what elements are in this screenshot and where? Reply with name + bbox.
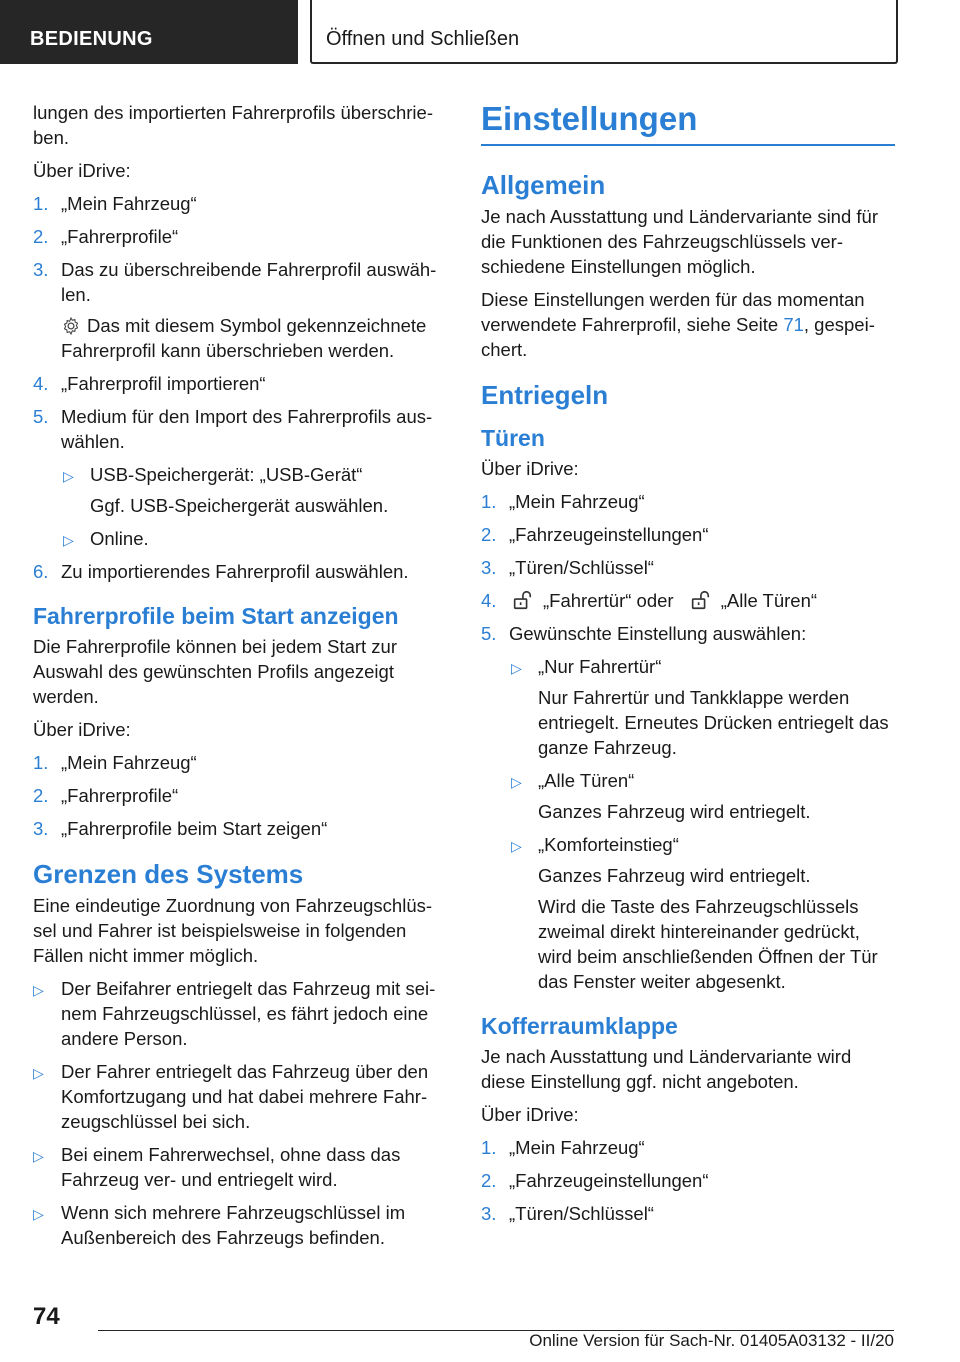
- triangle-bullet-icon: ▷: [511, 774, 522, 790]
- step-text: „Türen/Schlüssel“: [509, 557, 654, 578]
- list-item: [481, 1135, 895, 1160]
- heading-einstellungen: Einstellungen: [481, 100, 895, 146]
- sub-item-note: Wird die Taste des Fahrzeugschlüssels zweimal direkt hintereinander gedrückt, wird beim anschließenden Öffnen der Tür das Fenster weiter abgesenkt.: [538, 896, 878, 992]
- sub-item-note: Ganzes Fahrzeug wird entriegelt.: [538, 865, 811, 886]
- heading-start-anzeigen: Fahrerprofile beim Start anzeigen: [33, 603, 399, 629]
- heading-kofferraumklappe: Kofferraumklappe: [481, 1013, 678, 1039]
- list-item: [481, 621, 895, 646]
- list-item: [481, 588, 895, 613]
- list-item: [481, 1168, 895, 1193]
- list-item: [33, 371, 446, 396]
- list-item: [33, 191, 446, 216]
- bullet-item: [33, 1142, 446, 1192]
- page-link[interactable]: 71: [783, 314, 804, 335]
- sub-item-note: Ganzes Fahrzeug wird entriegelt.: [538, 801, 811, 822]
- step-text: „Mein Fahrzeug“: [61, 752, 197, 773]
- step-number: 2.: [481, 524, 497, 545]
- step-number: 2.: [33, 785, 49, 806]
- step-text: „Fahrerprofil importieren“: [61, 373, 266, 394]
- section-tab: [0, 0, 298, 64]
- text-run: Diese Einstellungen werden für das momentan verwendete Fahrerprofil, siehe Seite: [481, 289, 865, 335]
- list-item: [481, 489, 895, 514]
- step-text: „Mein Fahrzeug“: [509, 491, 645, 512]
- allgemein-text: Je nach Ausstattung und Ländervariante sind für die Funktionen des Fahrzeugschlüssels verschiedene Einstellungen möglich.: [481, 206, 878, 277]
- bullet-item: [33, 976, 446, 1051]
- step-text: „Türen/Schlüssel“: [509, 1203, 654, 1224]
- intro-text: lungen des importierten Fahrerprofils überschrieben.: [33, 102, 434, 148]
- step-text: „Mein Fahrzeug“: [61, 193, 197, 214]
- triangle-bullet-icon: ▷: [33, 1148, 44, 1164]
- list-item: [33, 559, 446, 584]
- text-run: , gespeichert.: [481, 314, 875, 360]
- sub-item-text: „Alle Türen“: [538, 770, 635, 791]
- bullet-item: [33, 1059, 446, 1134]
- list-item: [33, 257, 446, 307]
- sub-item-text: USB-Speichergerät: „USB-Gerät“: [90, 464, 363, 485]
- list-item: [33, 816, 446, 841]
- triangle-bullet-icon: ▷: [511, 660, 522, 676]
- chapter-title: Öffnen und Schließen: [326, 28, 520, 50]
- triangle-bullet-icon: ▷: [63, 532, 74, 548]
- sub-item-note: Ggf. USB-Speichergerät auswählen.: [90, 495, 389, 516]
- step-number: 5.: [481, 623, 497, 644]
- step-text: „Fahrerprofile“: [61, 785, 179, 806]
- step-text: „Fahrerprofile“: [61, 226, 179, 247]
- step-number: 3.: [481, 1203, 497, 1224]
- ueber-idrive-label: Über iDrive:: [33, 719, 131, 740]
- step-text: Das zu überschreibende Fahrerprofil auswählen.: [61, 259, 437, 305]
- gear-note-text: Das mit diesem Symbol gekennzeichnete Fahrerprofil kann überschrieben werden.: [61, 315, 427, 361]
- step-number: 1.: [33, 193, 49, 214]
- step-text: „Fahrzeugeinstellungen“: [509, 1170, 709, 1191]
- heading-grenzen: Grenzen des Systems: [33, 859, 304, 889]
- bullet-text: Der Beifahrer entriegelt das Fahrzeug mit seinem Fahrzeugschlüssel, es fährt jedoch eine andere Person.: [61, 978, 436, 1049]
- heading-tueren: Türen: [481, 425, 545, 451]
- step-number: 1.: [481, 1137, 497, 1158]
- heading-allgemein: Allgemein: [481, 170, 606, 200]
- list-item: [481, 1201, 895, 1226]
- step-number: 3.: [33, 259, 49, 280]
- unlock-icon: [511, 589, 533, 611]
- triangle-bullet-icon: ▷: [33, 1206, 44, 1222]
- list-item: [33, 783, 446, 808]
- gear-icon: [61, 316, 81, 336]
- step-number: 2.: [481, 1170, 497, 1191]
- start-text: Die Fahrerprofile können bei jedem Start zur Auswahl des gewünschten Profils angezeigt werden.: [33, 636, 398, 707]
- step-number: 4.: [481, 590, 497, 611]
- triangle-bullet-icon: ▷: [33, 1065, 44, 1081]
- sub-item-text: „Nur Fahrertür“: [538, 656, 662, 677]
- page-number: 74: [33, 1303, 60, 1330]
- allgemein-text-2: [481, 287, 895, 362]
- unlock-icon: [689, 589, 711, 611]
- sub-item-text: „Komforteinstieg“: [538, 834, 679, 855]
- step-text: Zu importierendes Fahrerprofil auswählen.: [61, 561, 409, 582]
- right-column: [481, 100, 895, 1234]
- triangle-bullet-icon: ▷: [63, 468, 74, 484]
- triangle-bullet-icon: ▷: [511, 838, 522, 854]
- sub-list-item: [481, 654, 895, 679]
- chapter-tab: [310, 0, 898, 64]
- left-column: [33, 100, 446, 1258]
- ueber-idrive-label: Über iDrive:: [481, 458, 579, 479]
- list-item: [481, 555, 895, 580]
- sub-item-note: Nur Fahrertür und Tankklappe werden entriegelt. Erneutes Drücken entriegelt das ganze Fahrzeug.: [538, 687, 889, 758]
- bullet-item: [33, 1200, 446, 1250]
- sub-list-item: [33, 526, 446, 551]
- step-text: „Alle Türen“: [720, 590, 818, 611]
- triangle-bullet-icon: ▷: [33, 982, 44, 998]
- step-text: „Mein Fahrzeug“: [509, 1137, 645, 1158]
- list-item: [33, 224, 446, 249]
- step-number: 3.: [481, 557, 497, 578]
- bullet-text: Bei einem Fahrerwechsel, ohne dass das Fahrzeug ver- und entriegelt wird.: [61, 1144, 401, 1190]
- step-text: „Fahrerprofile beim Start zeigen“: [61, 818, 328, 839]
- step-text: „Fahrzeugeinstellungen“: [509, 524, 709, 545]
- sub-list-item: [481, 768, 895, 793]
- step-number: 1.: [33, 752, 49, 773]
- step-text: „Fahrertür“ oder: [543, 590, 674, 611]
- step-number: 4.: [33, 373, 49, 394]
- list-item: [33, 404, 446, 454]
- ueber-idrive-label: Über iDrive:: [33, 160, 131, 181]
- footer-text: Online Version für Sach-Nr. 01405A03132 - II/20: [529, 1331, 894, 1350]
- sub-list-item: [481, 832, 895, 857]
- heading-entriegeln: Entriegeln: [481, 380, 609, 410]
- step-number: 1.: [481, 491, 497, 512]
- sub-item-text: Online.: [90, 528, 149, 549]
- list-item: [481, 522, 895, 547]
- bullet-text: Wenn sich mehrere Fahrzeugschlüssel im Außenbereich des Fahrzeugs befinden.: [61, 1202, 406, 1248]
- grenzen-text: Eine eindeutige Zuordnung von Fahrzeugschlüssel und Fahrer ist beispielsweise in folgenden Fällen nicht immer möglich.: [33, 895, 433, 966]
- sub-list-item: [33, 462, 446, 487]
- list-item: [33, 750, 446, 775]
- step-number: 2.: [33, 226, 49, 247]
- section-title: BEDIENUNG: [30, 28, 153, 50]
- kofferraum-text: Je nach Ausstattung und Ländervariante wird diese Einstellung ggf. nicht angeboten.: [481, 1046, 852, 1092]
- step-number: 5.: [33, 406, 49, 427]
- gear-note: [61, 313, 446, 363]
- ueber-idrive-label: Über iDrive:: [481, 1104, 579, 1125]
- bullet-text: Der Fahrer entriegelt das Fahrzeug über den Komfortzugang und hat dabei mehrere Fahrzeugschlüssel bei sich.: [61, 1061, 429, 1132]
- step-number: 3.: [33, 818, 49, 839]
- step-number: 6.: [33, 561, 49, 582]
- step-text: Gewünschte Einstellung auswählen:: [509, 623, 807, 644]
- step-text: Medium für den Import des Fahrerprofils auswählen.: [61, 406, 433, 452]
